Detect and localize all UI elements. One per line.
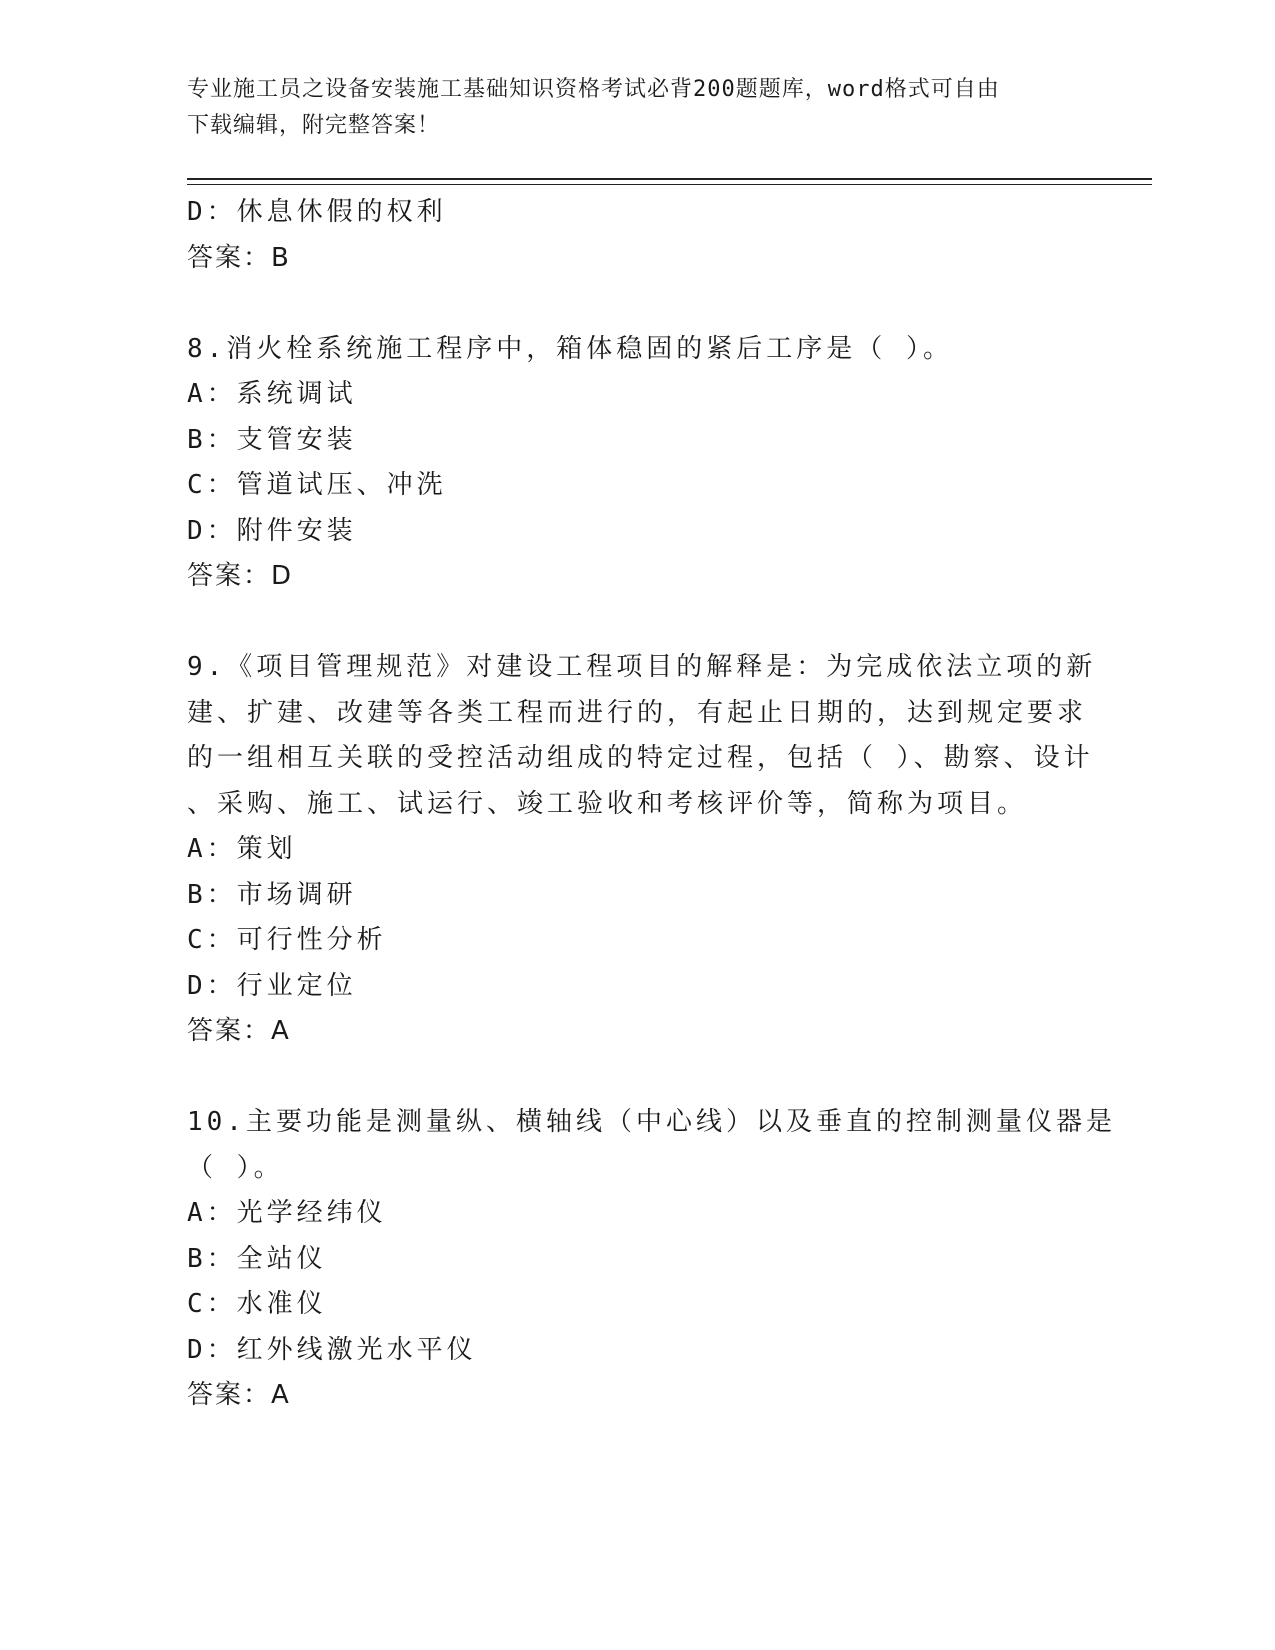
option-a: A：光学经纬仪 (187, 1198, 387, 1228)
option-d: D：附件安装 (187, 515, 357, 546)
document-header (187, 72, 1067, 144)
previous-question-tail (187, 190, 1087, 281)
option-d: D：行业定位 (187, 970, 357, 1001)
spacer (187, 1055, 1087, 1101)
answer: 答案：B (187, 242, 291, 273)
spacer (187, 281, 1087, 327)
option-b: B：全站仪 (187, 1243, 327, 1274)
option-a: A：系统调试 (187, 379, 357, 409)
question-text: 8.消火栓系统施工程序中，箱体稳固的紧后工序是（ ）。 (187, 333, 953, 364)
option-d: D：红外线激光水平仪 (187, 1334, 477, 1365)
question-8 (187, 327, 1087, 600)
answer: 答案：A (187, 1380, 291, 1410)
question-text-line-1: 9.《项目管理规范》对建设工程项目的解释是：为完成依法立项的新 (187, 652, 1097, 682)
option-b: B：支管安装 (187, 424, 357, 455)
question-text-line-4: 、采购、施工、试运行、竣工验收和考核评价等，简称为项目。 (187, 788, 1028, 819)
option-b: B：市场调研 (187, 879, 357, 910)
option-c: C：水准仪 (187, 1289, 327, 1319)
question-9 (187, 645, 1097, 1055)
header-divider-thin (187, 184, 1152, 185)
header-divider-thick (187, 178, 1152, 180)
question-list (187, 190, 1116, 1419)
question-text-line-2: （ ）。 (187, 1152, 284, 1183)
question-10 (187, 1100, 1116, 1419)
answer: 答案：A (187, 1016, 291, 1046)
question-text-line-3: 的一组相互关联的受控活动组成的特定过程，包括（ ）、勘察、设计 (187, 743, 1094, 773)
header-line-1: 专业施工员之设备安装施工基础知识资格考试必背200题题库，word格式可自由 (187, 77, 1000, 102)
option-c: C：可行性分析 (187, 925, 387, 955)
option-c: C：管道试压、冲洗 (187, 470, 447, 500)
header-line-2: 下载编辑，附完整答案！ (187, 113, 441, 138)
option-d: D：休息休假的权利 (187, 197, 447, 227)
option-a: A：策划 (187, 834, 297, 864)
answer: 答案：D (187, 561, 294, 591)
question-text-line-2: 建、扩建、改建等各类工程而进行的，有起止日期的，达到规定要求 (187, 697, 1088, 728)
spacer (187, 600, 1087, 646)
question-text-line-1: 10.主要功能是测量纵、横轴线（中心线）以及垂直的控制测量仪器是 (187, 1107, 1116, 1137)
